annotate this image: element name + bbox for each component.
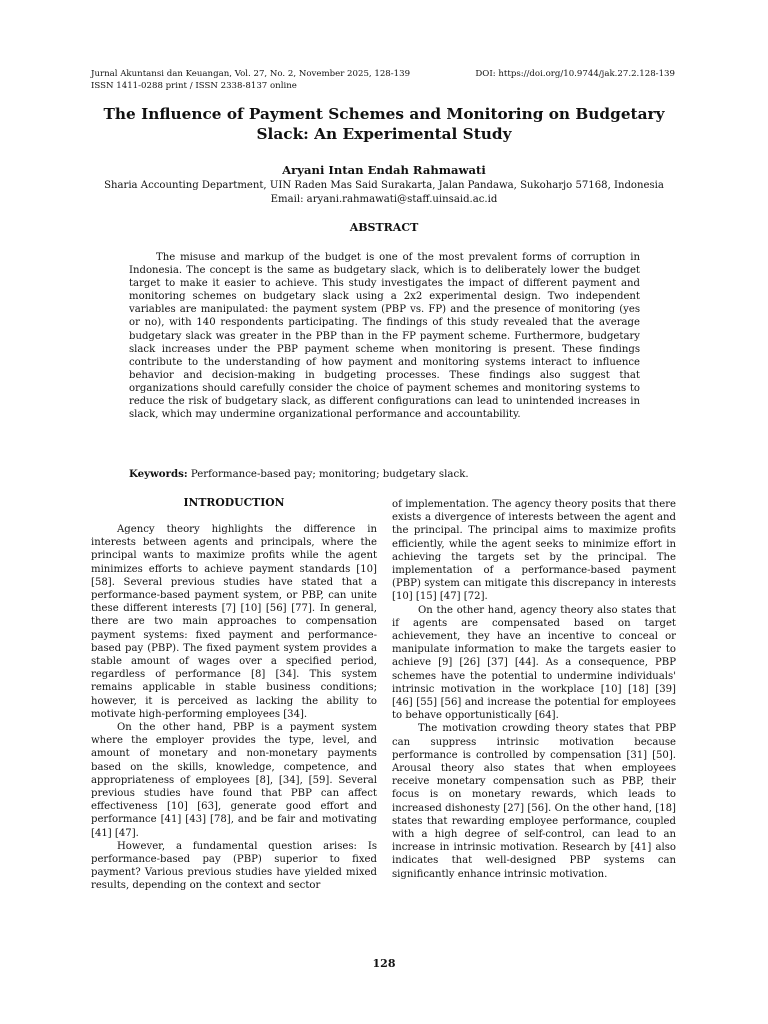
journal-info: Jurnal Akuntansi dan Keuangan, Vol. 27, No. 2, November 2025, 128-139	[91, 69, 411, 79]
section-heading-introduction: INTRODUCTION	[183, 496, 285, 509]
abstract-text: The misuse and markup of the budget is one of the most prevalent forms of corruption in Indonesia. The concept is the same as budgetary slack, which is to deliberately lower the budget target to make it easier to achieve. This study investigates the impact of different payment and monitoring schemes on budgetary slack using a 2x2 experimental design. Two independent variables are manipulated: the payment system (PBP vs. FP) and the presence of monitoring (yes or no), with 140 respondents participating. The findings of this study revealed that the average budgetary slack was greater in the PBP than in the FP payment scheme. Furthermore, budgetary slack increases under the PBP payment scheme when monitoring is present. These findings contribute to the understanding of how payment and monitoring systems interact to influence behavior and decision-making in budgeting processes. These findings also suggest that organizations should carefully consider the choice of payment schemes and monitoring systems to reduce the risk of budgetary slack, as different configurations can lead to unintended increases in slack, which may undermine organizational performance and accountability.	[129, 252, 640, 421]
keywords-text: Performance-based pay; monitoring; budgetary slack.	[190, 469, 469, 480]
paragraph: However, a fundamental question arises: Is performance-based pay (PBP) superior to fixed payment? Various previous studies have yielded mixed results, depending on the context and sector	[91, 840, 377, 892]
paper-title: The Influence of Payment Schemes and Monitoring on Budgetary Slack: An Experimental Study	[103, 105, 665, 143]
right-column	[392, 498, 676, 881]
author-affiliation-block	[60, 179, 708, 207]
paragraph: Agency theory highlights the difference in interests between agents and principals, where the principal wants to maximize profits while the agent minimizes efforts to achieve payment standards [10] [58]. Several previous studies have stated that a performance-based payment system, or PBP, can unite these different interests [7] [10] [56] [77]. In general, there are two main approaches to compensation payment systems: fixed payment and performance-based pay (PBP). The fixed payment system provides a stable amount of wages over a specified period, regardless of performance [8] [34]. This system remains applicable in stable business conditions; however, it is perceived as lacking the ability to motivate high-performing employees [34].	[91, 524, 377, 720]
paragraph: On the other hand, PBP is a payment system where the employer provides the type, level, and amount of monetary and non-monetary payments based on the skills, knowledge, competence, and appropriateness of employees [8], [34], [59]. Several previous studies have found that PBP can affect effectiveness [10] [63], generate good effort and performance [41] [43] [78], and be fair and motivating [41] [47].	[91, 722, 377, 839]
keywords-label: Keywords:	[129, 468, 188, 480]
doi-link[interactable]: DOI: https://doi.org/10.9744/jak.27.2.128-139	[475, 69, 675, 79]
author-name: Aryani Intan Endah Rahmawati	[282, 163, 486, 177]
paragraph: On the other hand, agency theory also states that if agents are compensated based on target achievement, they have an incentive to conceal or manipulate information to make the targets easier to achieve [9] [26] [37] [44]. As a consequence, PBP schemes have the potential to undermine individuals' intrinsic motivation in the workplace [10] [18] [39] [46] [55] [56] and increase the potential for employees to behave opportunistically [64].	[392, 604, 676, 722]
affiliation: Sharia Accounting Department, UIN Raden Mas Said Surakarta, Jalan Pandawa, Sukoharjo 57168, Indonesia	[104, 180, 664, 191]
journal-citation	[91, 68, 410, 92]
left-column	[91, 496, 377, 893]
paragraph: of implementation. The agency theory posits that there exists a divergence of interests between the agent and the principal. The principal aims to maximize profits efficiently, while the agent seeks to minimize effort in achieving the targets set by the principal. The implementation of a performance-based payment (PBP) system can mitigate this discrepancy in interests [10] [15] [47] [72].	[392, 499, 676, 603]
paragraph: The motivation crowding theory states that PBP can suppress intrinsic motivation because performance is controlled by compensation [31] [50]. Arousal theory also states that when employees receive monetary compensation such as PBP, their focus is on monetary rewards, which leads to increased dishonesty [27] [56]. On the other hand, [18] states that rewarding employee performance, coupled with a high degree of self-control, can lead to an increase in intrinsic motivation. Research by [41] also indicates that well-designed PBP systems can significantly enhance intrinsic motivation.	[392, 723, 676, 880]
page-number: 128	[372, 957, 396, 970]
author-email[interactable]: Email: aryani.rahmawati@staff.uinsaid.ac.id	[270, 194, 498, 205]
abstract-heading: ABSTRACT	[349, 221, 419, 234]
keywords	[129, 468, 640, 480]
issn-info: ISSN 1411-0288 print / ISSN 2338-8137 online	[91, 81, 297, 91]
